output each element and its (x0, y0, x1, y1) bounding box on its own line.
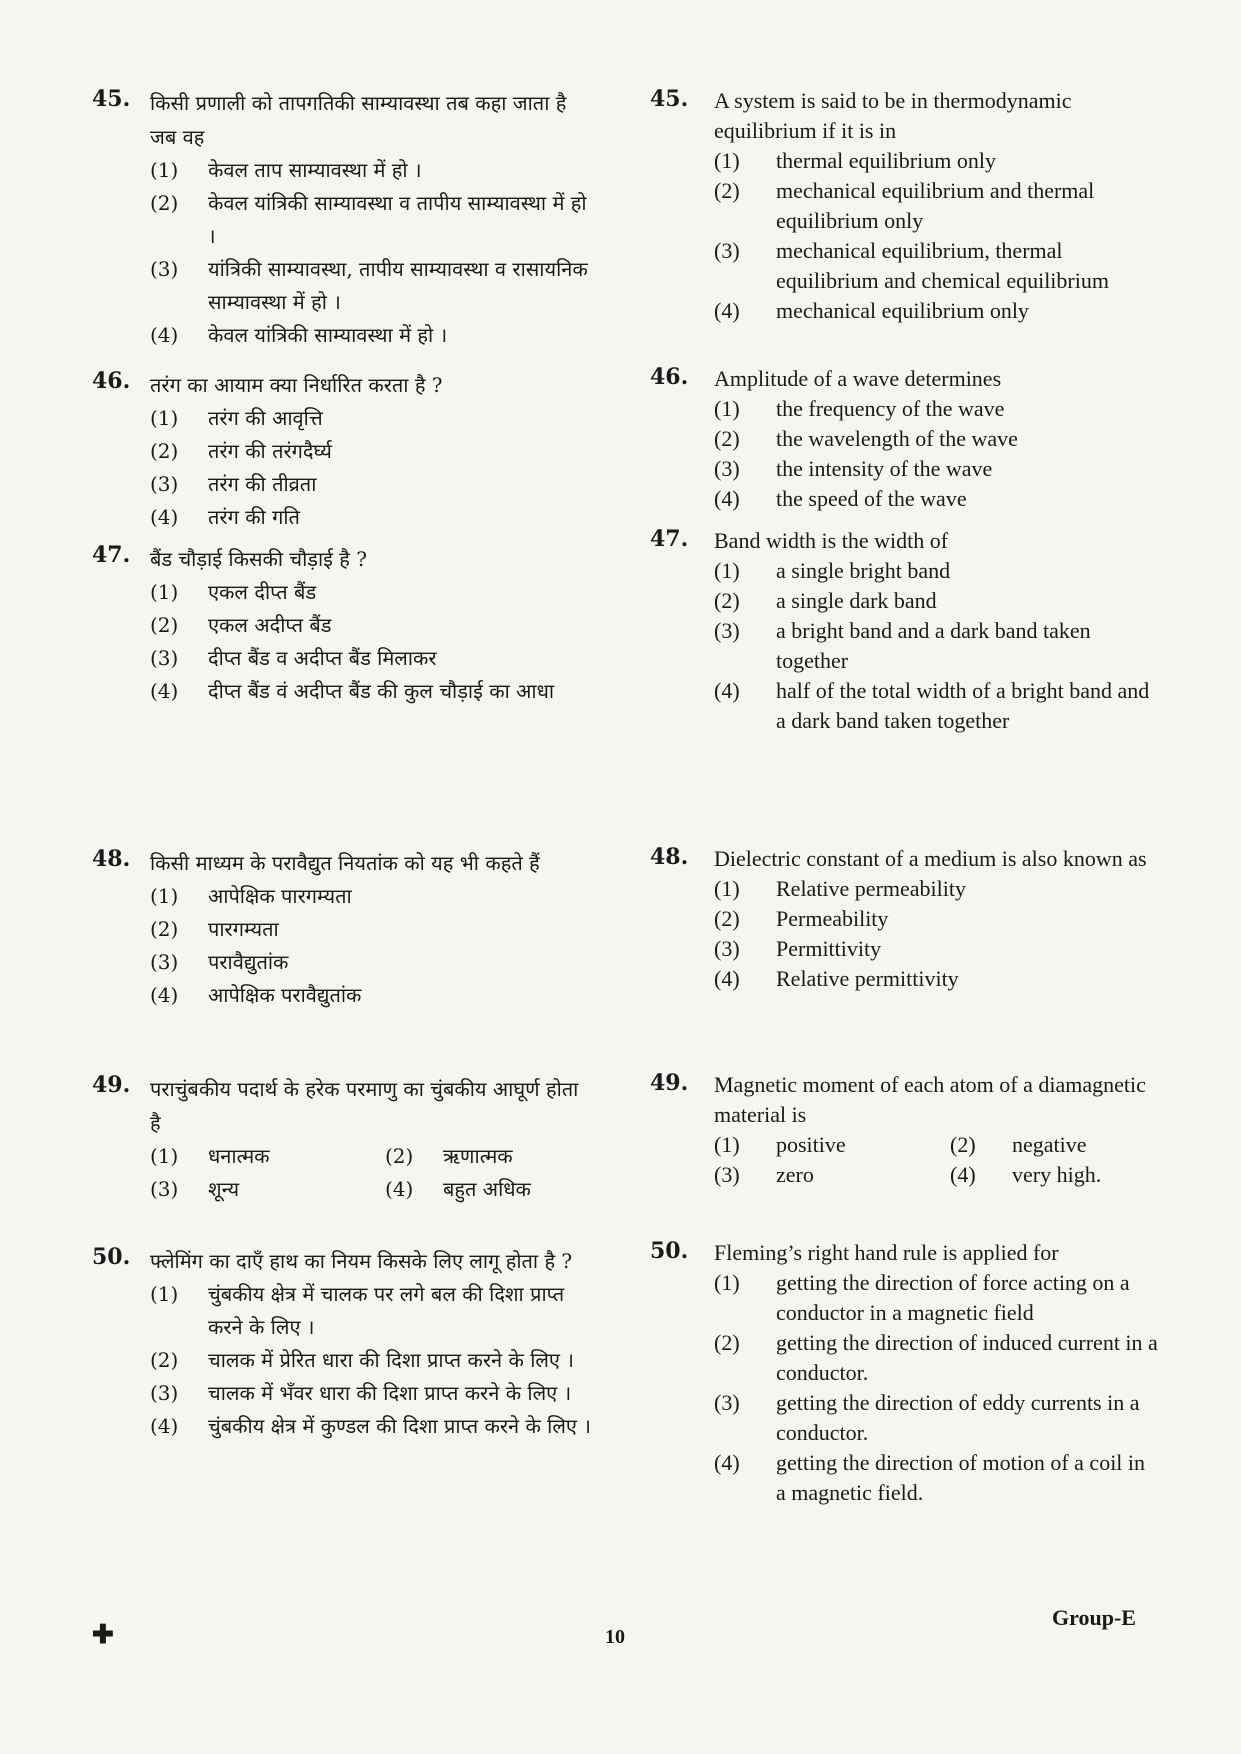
options-list (150, 402, 592, 534)
option-1 (714, 146, 1160, 176)
option-1 (714, 1268, 1160, 1328)
option-number: (1) (714, 1132, 740, 1157)
hi-question-5 (92, 1072, 592, 1206)
option-text: केवल यांत्रिकी साम्यावस्था व तापीय साम्यावस्था में हो । (208, 191, 587, 248)
option-text: दीप्त बैंड व अदीप्त बैंड मिलाकर (208, 646, 437, 670)
question-text: Band width is the width of (714, 528, 949, 553)
option-text: बहुत अधिक (443, 1177, 531, 1201)
option-text: thermal equilibrium only (776, 148, 996, 173)
option-number: (3) (150, 257, 179, 281)
option-3 (150, 253, 592, 319)
option-text: चुंबकीय क्षेत्र में कुण्डल की दिशा प्राप्त करने के लिए । (208, 1414, 591, 1438)
option-text: a bright band and a dark band taken together (776, 618, 1091, 673)
options-list (150, 1140, 592, 1206)
option-text: mechanical equilibrium and thermal equilibrium only (776, 178, 1095, 233)
option-number: (4) (150, 679, 179, 703)
option-number: (4) (150, 983, 179, 1007)
option-number: (3) (714, 618, 740, 643)
option-text: आपेक्षिक पारगम्यता (208, 884, 352, 908)
option-number: (2) (714, 426, 740, 451)
option-1 (150, 402, 592, 435)
question-number: 49. (650, 1070, 689, 1096)
option-4 (150, 1410, 592, 1443)
question-text: किसी माध्यम के परावैद्युत नियतांक को यह भी कहते हैं (150, 851, 540, 875)
option-number: (2) (150, 191, 179, 215)
hi-question-6 (92, 1244, 592, 1443)
en-question-5 (650, 1070, 1160, 1190)
option-4 (150, 319, 592, 352)
question-number: 48. (92, 846, 131, 872)
option-text: शून्य (208, 1177, 240, 1201)
option-number: (2) (714, 906, 740, 931)
question-number: 50. (650, 1238, 689, 1264)
question-text: Magnetic moment of each atom of a diamagnetic material is (714, 1072, 1146, 1127)
option-number: (2) (950, 1132, 976, 1157)
option-4 (150, 979, 592, 1012)
option-number: (1) (150, 158, 179, 182)
option-1 (150, 1278, 592, 1344)
option-number: (2) (150, 613, 179, 637)
option-text: तरंग की आवृत्ति (208, 406, 323, 430)
option-3 (150, 642, 592, 675)
option-number: (1) (714, 558, 740, 583)
option-text: mechanical equilibrium, thermal equilibrium and chemical equilibrium (776, 238, 1109, 293)
option-2 (950, 1130, 1160, 1160)
page-number: 10 (605, 1626, 625, 1648)
hi-question-2 (92, 368, 592, 534)
option-4 (714, 484, 1160, 514)
option-number: (3) (150, 646, 179, 670)
option-3 (150, 1377, 592, 1410)
option-text: पारगम्यता (208, 917, 279, 941)
option-text: positive (776, 1132, 846, 1157)
option-number: (3) (714, 1390, 740, 1415)
options-list (714, 556, 1160, 736)
en-question-3 (650, 526, 1160, 736)
question-number: 45. (650, 86, 689, 112)
option-number: (2) (150, 439, 179, 463)
question-text: Dielectric constant of a medium is also known as (714, 846, 1147, 871)
option-1 (714, 1130, 950, 1160)
hi-question-3 (92, 542, 592, 708)
option-1 (150, 576, 592, 609)
option-2 (714, 586, 1160, 616)
option-text: the intensity of the wave (776, 456, 993, 481)
option-text: चुंबकीय क्षेत्र में चालक पर लगे बल की दिशा प्राप्त करने के लिए । (208, 1282, 565, 1339)
option-number: (2) (714, 588, 740, 613)
option-2 (150, 1344, 592, 1377)
option-3 (150, 946, 592, 979)
option-text: the frequency of the wave (776, 396, 1005, 421)
option-text: Relative permeability (776, 876, 966, 901)
option-text: Permeability (776, 906, 889, 931)
option-number: (4) (714, 678, 740, 703)
option-number: (4) (150, 323, 179, 347)
option-text: चालक में प्रेरित धारा की दिशा प्राप्त करने के लिए । (208, 1348, 574, 1372)
option-number: (3) (714, 1162, 740, 1187)
question-number: 49. (92, 1072, 131, 1098)
option-2 (714, 424, 1160, 454)
option-text: a single bright band (776, 558, 951, 583)
option-text: यांत्रिकी साम्यावस्था, तापीय साम्यावस्था व रासायनिक साम्यावस्था में हो । (208, 257, 588, 314)
option-3 (150, 468, 592, 501)
question-text: बैंड चौड़ाई किसकी चौड़ाई है ? (150, 547, 368, 571)
option-number: (2) (714, 1330, 740, 1355)
option-number: (3) (714, 456, 740, 481)
option-text: half of the total width of a bright band and a dark band taken together (776, 678, 1150, 733)
option-2 (150, 913, 592, 946)
option-text: the speed of the wave (776, 486, 967, 511)
option-text: the wavelength of the wave (776, 426, 1018, 451)
option-number: (1) (714, 1270, 740, 1295)
en-question-1 (650, 86, 1160, 326)
question-number: 47. (650, 526, 689, 552)
option-3 (714, 616, 1160, 676)
corner-mark: ✚ (92, 1620, 114, 1650)
option-text: ऋणात्मक (443, 1144, 513, 1168)
option-text: तरंग की गति (208, 505, 300, 529)
option-text: Permittivity (776, 936, 882, 961)
question-number: 50. (92, 1244, 131, 1270)
options-list (150, 1278, 592, 1443)
question-number: 48. (650, 844, 689, 870)
question-text: तरंग का आयाम क्या निर्धारित करता है ? (150, 373, 443, 397)
option-3 (714, 1160, 950, 1190)
option-1 (150, 1140, 385, 1173)
option-text: getting the direction of eddy currents in a conductor. (776, 1390, 1140, 1445)
option-4 (150, 501, 592, 534)
option-text: zero (776, 1162, 814, 1187)
option-3 (150, 1173, 385, 1206)
option-4 (714, 676, 1160, 736)
option-number: (1) (150, 1282, 179, 1306)
option-number: (3) (150, 472, 179, 496)
option-number: (3) (150, 1381, 179, 1405)
option-1 (150, 154, 592, 187)
option-4 (150, 675, 592, 708)
option-number: (2) (150, 917, 179, 941)
option-text: Relative permittivity (776, 966, 959, 991)
option-number: (3) (150, 950, 179, 974)
option-1 (150, 880, 592, 913)
question-text: किसी प्रणाली को तापगतिकी साम्यावस्था तब कहा जाता है जब वह (150, 91, 567, 149)
question-text: फ्लेमिंग का दाएँ हाथ का नियम किसके लिए लागू होता है ? (150, 1249, 573, 1273)
option-2 (150, 609, 592, 642)
option-number: (1) (714, 148, 740, 173)
option-1 (714, 874, 1160, 904)
option-text: getting the direction of induced current in a conductor. (776, 1330, 1158, 1385)
option-4 (714, 296, 1160, 326)
option-4 (714, 964, 1160, 994)
option-number: (4) (714, 1450, 740, 1475)
option-number: (1) (714, 396, 740, 421)
question-number: 46. (650, 364, 689, 390)
option-4 (385, 1173, 592, 1206)
options-list (714, 874, 1160, 994)
option-text: दीप्त बैंड वं अदीप्त बैंड की कुल चौड़ाई का आधा (208, 679, 555, 703)
option-3 (714, 1388, 1160, 1448)
hi-question-1 (92, 86, 592, 352)
options-list (150, 880, 592, 1012)
option-4 (950, 1160, 1160, 1190)
option-number: (3) (714, 936, 740, 961)
option-text: तरंग की तरंगदैर्घ्य (208, 439, 332, 463)
question-number: 47. (92, 542, 131, 568)
en-question-4 (650, 844, 1160, 994)
option-text: getting the direction of force acting on a conductor in a magnetic field (776, 1270, 1130, 1325)
option-number: (2) (714, 178, 740, 203)
option-text: negative (1012, 1132, 1087, 1157)
option-2 (714, 1328, 1160, 1388)
option-number: (2) (150, 1348, 179, 1372)
option-number: (4) (385, 1177, 414, 1201)
options-list (714, 394, 1160, 514)
option-text: getting the direction of motion of a coil in a magnetic field. (776, 1450, 1146, 1505)
option-number: (1) (714, 876, 740, 901)
option-4 (714, 1448, 1160, 1508)
option-number: (4) (714, 486, 740, 511)
en-question-2 (650, 364, 1160, 514)
option-text: mechanical equilibrium only (776, 298, 1029, 323)
option-number: (1) (150, 580, 179, 604)
option-text: very high. (1012, 1162, 1102, 1187)
option-number: (1) (150, 884, 179, 908)
option-number: (4) (714, 298, 740, 323)
option-2 (150, 435, 592, 468)
option-3 (714, 454, 1160, 484)
question-text: Amplitude of a wave determines (714, 366, 1002, 391)
option-text: केवल यांत्रिकी साम्यावस्था में हो । (208, 323, 448, 347)
option-text: चालक में भँवर धारा की दिशा प्राप्त करने के लिए । (208, 1381, 572, 1405)
question-text: A system is said to be in thermodynamic equilibrium if it is in (714, 88, 1072, 143)
option-2 (714, 904, 1160, 934)
option-2 (714, 176, 1160, 236)
option-text: तरंग की तीव्रता (208, 472, 317, 496)
option-text: धनात्मक (208, 1144, 270, 1168)
question-number: 46. (92, 368, 131, 394)
option-1 (714, 394, 1160, 424)
option-text: परावैद्युतांक (208, 950, 289, 974)
question-number: 45. (92, 86, 131, 112)
question-text: पराचुंबकीय पदार्थ के हरेक परमाणु का चुंबकीय आघूर्ण होता है (150, 1077, 579, 1135)
option-number: (1) (150, 406, 179, 430)
option-number: (4) (714, 966, 740, 991)
option-number: (4) (150, 505, 179, 529)
options-list (150, 154, 592, 352)
options-list (714, 1268, 1160, 1508)
option-number: (1) (150, 1144, 179, 1168)
question-text: Fleming’s right hand rule is applied for (714, 1240, 1059, 1265)
group-label: Group-E (1052, 1605, 1136, 1630)
option-3 (714, 934, 1160, 964)
option-number: (2) (385, 1144, 414, 1168)
option-number: (4) (150, 1414, 179, 1438)
option-text: एकल दीप्त बैंड (208, 580, 317, 604)
option-1 (714, 556, 1160, 586)
option-number: (3) (714, 238, 740, 263)
en-question-6 (650, 1238, 1160, 1508)
option-number: (3) (150, 1177, 179, 1201)
options-list (714, 1130, 1160, 1190)
option-number: (4) (950, 1162, 976, 1187)
option-3 (714, 236, 1160, 296)
option-2 (385, 1140, 592, 1173)
option-text: एकल अदीप्त बैंड (208, 613, 332, 637)
hi-question-4 (92, 846, 592, 1012)
option-text: केवल ताप साम्यावस्था में हो । (208, 158, 422, 182)
option-2 (150, 187, 592, 253)
options-list (714, 146, 1160, 326)
options-list (150, 576, 592, 708)
option-text: आपेक्षिक परावैद्युतांक (208, 983, 362, 1007)
option-text: a single dark band (776, 588, 937, 613)
